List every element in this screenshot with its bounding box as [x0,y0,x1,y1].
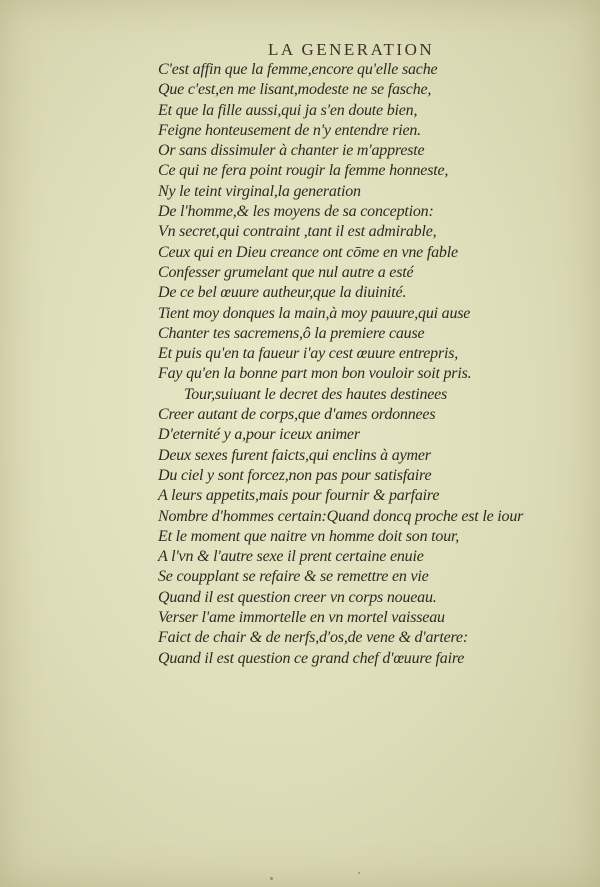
verse-line: Or sans dissimuler à chanter ie m'appreste [158,142,425,160]
verse-line: Chanter tes sacremens,ô la premiere cause [158,324,425,342]
paper-speck [358,872,360,874]
verse-line: De ce bel œuure autheur,que la diuinité. [158,284,407,302]
verse-line: Ny le teint virginal,la generation [158,182,361,200]
verse-line: C'est affin que la femme,encore qu'elle sache [158,61,438,78]
verse-line: Et puis qu'en ta faueur i'ay cest œuure entrepris, [158,345,459,363]
verse-line: Quand il est question ce grand chef d'œuure faire [158,649,465,667]
verse-line: Quand il est question creer vn corps noueau. [158,588,437,606]
verse-line: Et le moment que naitre vn homme doit son tour, [158,527,460,545]
verse-line: D'eternité y a,pour iceux animer [158,426,360,444]
verse-line: A l'vn & l'autre sexe il prent certaine enuie [158,548,424,566]
verse-line: Et que la fille aussi,qui ja s'en doute bien, [158,101,418,119]
verse-line: Du ciel y sont forcez,non pas pour satisfaire [158,466,432,484]
verse-line: Feigne honteusement de n'y entendre rien. [158,121,421,139]
verse-line: Verser l'ame immortelle en vn mortel vaisseau [158,609,445,627]
verse-line: Faict de chair & de nerfs,d'os,de vene & d'artere: [158,629,468,647]
verse-line: Tient moy donques la main,à moy pauure,qui ause [158,304,471,322]
running-head: LA GENERATION [268,40,435,59]
verse-block [158,60,588,669]
verse-line: Tour,suiuant le decret des hautes destinees [184,385,448,403]
paper-speck [270,877,273,880]
verse-line: Creer autant de corps,que d'ames ordonnees [158,406,436,424]
verse-line: Que c'est,en me lisant,modeste ne se fasche, [158,81,432,99]
verse-line: Confesser grumelant que nul autre a esté [158,263,414,281]
verse-line: Ceux qui en Dieu creance ont cōme en vne fable [158,243,458,261]
verse-line: Deux sexes furent faicts,qui enclins à aymer [158,446,431,464]
verse-line: A leurs appetits,mais pour fournir & parfaire [158,487,440,505]
verse-line: Fay qu'en la bonne part mon bon vouloir soit pris. [158,365,472,383]
verse-line: Se coupplant se refaire & se remettre en vie [158,568,429,586]
verse-line: Nombre d'hommes certain:Quand doncq proche est le iour [158,507,524,525]
verse-line: De l'homme,& les moyens de sa conception: [158,203,434,221]
verse-line: Ce qui ne fera point rougir la femme honneste, [158,162,449,180]
verse-line: Vn secret,qui contraint ,tant il est admirable, [158,223,437,241]
